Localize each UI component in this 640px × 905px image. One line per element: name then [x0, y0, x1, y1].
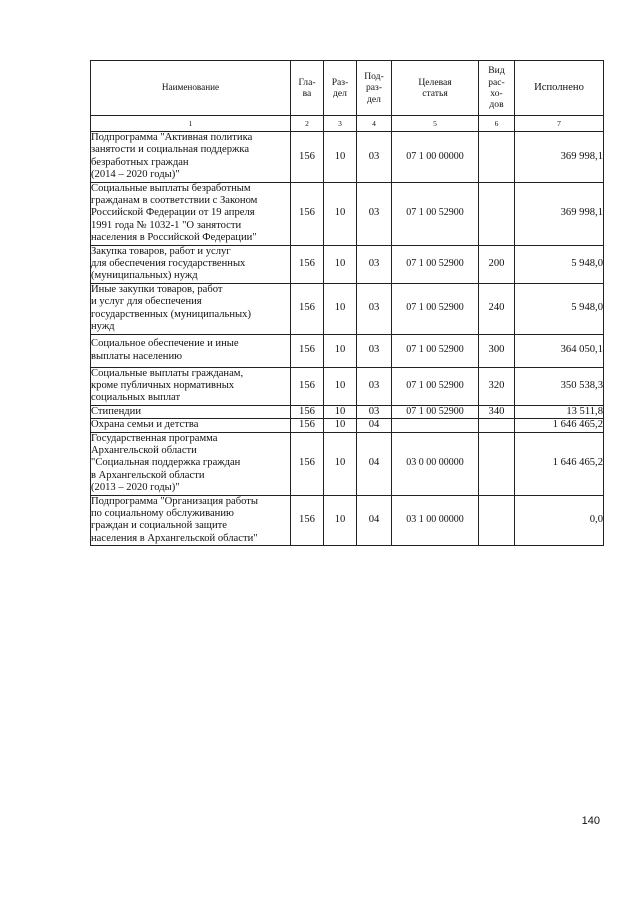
- row-expense-type: [479, 495, 515, 546]
- column-number: 7: [515, 116, 604, 132]
- table-row: [91, 245, 604, 283]
- row-executed-amount: 1 646 465,2: [515, 419, 604, 432]
- row-section: 10: [324, 334, 357, 367]
- row-executed-amount: 1 646 465,2: [515, 432, 604, 495]
- row-executed-amount: 350 538,3: [515, 367, 604, 405]
- row-name: Социальные выплаты безработным гражданам в соответствии с Законом Российской Федерации от 19 апреля 1991 года № 1032-1 "О занятости населения в Российской Федерации": [91, 182, 291, 245]
- header-section: Раз- дел: [324, 61, 357, 116]
- header-chapter: Гла- ва: [291, 61, 324, 116]
- row-name: Иные закупки товаров, работ и услуг для обеспечения государственных (муниципальных) нужд: [91, 283, 291, 334]
- row-section: 10: [324, 245, 357, 283]
- row-section: 10: [324, 132, 357, 183]
- row-subsection: 03: [357, 132, 392, 183]
- row-expense-type: 300: [479, 334, 515, 367]
- row-expense-type: 340: [479, 405, 515, 418]
- row-name: Охрана семьи и детства: [91, 419, 291, 432]
- row-target-article: 07 1 00 52900: [392, 182, 479, 245]
- header-row: [91, 61, 604, 116]
- budget-table: [90, 60, 604, 546]
- row-target-article: 03 0 00 00000: [392, 432, 479, 495]
- row-name: Социальное обеспечение и иные выплаты населению: [91, 334, 291, 367]
- row-chapter: 156: [291, 182, 324, 245]
- row-target-article: 07 1 00 52900: [392, 283, 479, 334]
- row-subsection: 03: [357, 334, 392, 367]
- row-executed-amount: 13 511,8: [515, 405, 604, 418]
- header-executed: Исполнено: [515, 61, 604, 116]
- row-executed-amount: 5 948,0: [515, 245, 604, 283]
- row-expense-type: 320: [479, 367, 515, 405]
- row-executed-amount: 369 998,1: [515, 132, 604, 183]
- column-number: 1: [91, 116, 291, 132]
- row-expense-type: [479, 182, 515, 245]
- row-subsection: 04: [357, 495, 392, 546]
- row-chapter: 156: [291, 283, 324, 334]
- table-row: [91, 419, 604, 432]
- table-row: [91, 405, 604, 418]
- row-executed-amount: 369 998,1: [515, 182, 604, 245]
- row-subsection: 03: [357, 283, 392, 334]
- column-number: 3: [324, 116, 357, 132]
- row-subsection: 04: [357, 432, 392, 495]
- row-target-article: 07 1 00 52900: [392, 367, 479, 405]
- table-row: [91, 367, 604, 405]
- row-target-article: 03 1 00 00000: [392, 495, 479, 546]
- column-number: 5: [392, 116, 479, 132]
- header-subsection: Под- раз- дел: [357, 61, 392, 116]
- row-chapter: 156: [291, 419, 324, 432]
- row-chapter: 156: [291, 367, 324, 405]
- row-expense-type: [479, 432, 515, 495]
- table-row: [91, 132, 604, 183]
- row-name: Стипендии: [91, 405, 291, 418]
- row-executed-amount: 5 948,0: [515, 283, 604, 334]
- row-chapter: 156: [291, 495, 324, 546]
- row-chapter: 156: [291, 245, 324, 283]
- row-expense-type: 200: [479, 245, 515, 283]
- row-chapter: 156: [291, 405, 324, 418]
- row-section: 10: [324, 283, 357, 334]
- row-section: 10: [324, 419, 357, 432]
- row-name: Социальные выплаты гражданам, кроме публичных нормативных социальных выплат: [91, 367, 291, 405]
- row-target-article: 07 1 00 00000: [392, 132, 479, 183]
- table-row: [91, 182, 604, 245]
- row-section: 10: [324, 495, 357, 546]
- row-executed-amount: 0,0: [515, 495, 604, 546]
- header-target-article: Целевая статья: [392, 61, 479, 116]
- row-section: 10: [324, 405, 357, 418]
- column-number: 4: [357, 116, 392, 132]
- column-number: 6: [479, 116, 515, 132]
- row-chapter: 156: [291, 432, 324, 495]
- row-target-article: 07 1 00 52900: [392, 405, 479, 418]
- row-chapter: 156: [291, 132, 324, 183]
- row-target-article: 07 1 00 52900: [392, 245, 479, 283]
- row-subsection: 04: [357, 419, 392, 432]
- row-subsection: 03: [357, 245, 392, 283]
- row-executed-amount: 364 050,1: [515, 334, 604, 367]
- row-expense-type: [479, 419, 515, 432]
- row-target-article: [392, 419, 479, 432]
- table-row: [91, 283, 604, 334]
- header-name: Наименование: [91, 61, 291, 116]
- row-target-article: 07 1 00 52900: [392, 334, 479, 367]
- row-subsection: 03: [357, 182, 392, 245]
- table-row: [91, 495, 604, 546]
- row-chapter: 156: [291, 334, 324, 367]
- table-row: [91, 432, 604, 495]
- row-name: Подпрограмма "Организация работы по социальному обслуживанию граждан и социальной защите населения в Архангельской области": [91, 495, 291, 546]
- row-expense-type: 240: [479, 283, 515, 334]
- row-name: Государственная программа Архангельской области "Социальная поддержка граждан в Архангельской области (2013 – 2020 годы)": [91, 432, 291, 495]
- table-row: [91, 334, 604, 367]
- page-number: 140: [581, 815, 600, 827]
- row-subsection: 03: [357, 367, 392, 405]
- row-name: Закупка товаров, работ и услуг для обеспечения государственных (муниципальных) нужд: [91, 245, 291, 283]
- row-section: 10: [324, 367, 357, 405]
- row-name: Подпрограмма "Активная политика занятости и социальная поддержка безработных граждан (2014 – 2020 годы)": [91, 132, 291, 183]
- column-number: 2: [291, 116, 324, 132]
- row-subsection: 03: [357, 405, 392, 418]
- header-expense-type: Вид рас- хо- дов: [479, 61, 515, 116]
- column-number-row: [91, 116, 604, 132]
- row-section: 10: [324, 182, 357, 245]
- row-expense-type: [479, 132, 515, 183]
- row-section: 10: [324, 432, 357, 495]
